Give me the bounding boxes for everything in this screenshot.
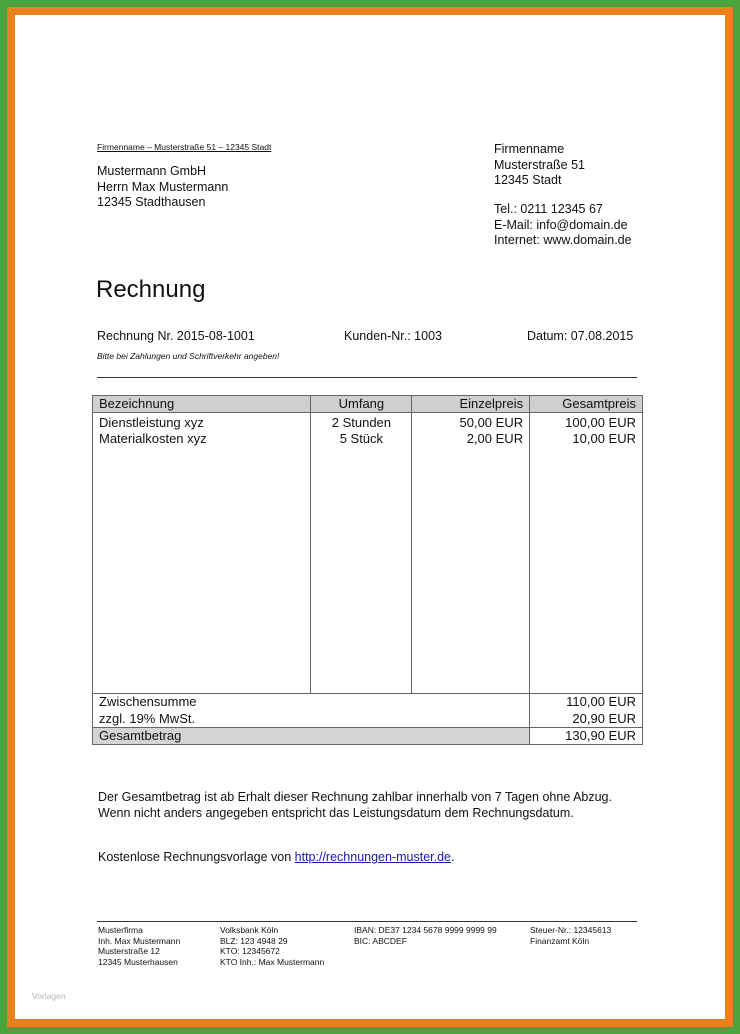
summary-values <box>530 694 643 728</box>
table-cell: 2 Stunden <box>331 415 392 430</box>
header-divider <box>97 377 637 378</box>
vat-label: zzgl. 19% MwSt. <box>99 710 196 726</box>
company-name: Firmenname <box>494 142 565 156</box>
footer-line: Steuer-Nr.: 12345613 <box>530 925 612 935</box>
footer-bank <box>220 925 324 967</box>
company-phone: Tel.: 0211 12345 67 <box>494 202 603 216</box>
footer-line: IBAN: DE37 1234 5678 9999 9999 99 <box>354 925 497 935</box>
footer-line: Inh. Max Mustermann <box>98 935 181 946</box>
invoice-number: Rechnung Nr. 2015-08-1001 <box>97 329 255 343</box>
footer-company <box>98 925 180 967</box>
footer-tax <box>530 925 611 946</box>
column-header-total-price: Gesamtpreis <box>530 396 643 413</box>
subtotal-label: Zwischensumme <box>99 694 197 709</box>
payment-text: Der Gesamtbetrag ist ab Erhalt dieser Rechnung zahlbar innerhalb von 7 Tagen ohne Abzug. <box>98 790 612 804</box>
total-label: Gesamtbetrag <box>93 728 530 745</box>
template-text: Kostenlose Rechnungsvorlage von <box>98 850 295 864</box>
recipient-person: Herrn Max Mustermann <box>97 179 229 194</box>
table-cell: Dienstleistung xyz <box>99 415 204 430</box>
document-title: Rechnung <box>96 276 206 303</box>
footer-iban <box>354 925 497 946</box>
customer-number: Kunden-Nr.: 1003 <box>344 329 442 343</box>
subtotal-value: 110,00 EUR <box>566 694 636 709</box>
table-cell: 10,00 EUR <box>572 431 636 446</box>
company-website: Internet: www.domain.de <box>494 233 632 247</box>
column-header-unit-price: Einzelpreis <box>412 396 530 413</box>
table-cell: 50,00 EUR <box>459 415 524 430</box>
table-body <box>93 413 643 694</box>
footer-line: KTO: 12345672 <box>220 946 280 956</box>
total-value: 130,90 EUR <box>530 728 643 745</box>
recipient-company: Mustermann GmbH <box>97 164 207 178</box>
company-email: E-Mail: info@domain.de <box>494 217 628 232</box>
footer-line: Musterstraße 12 <box>98 946 160 956</box>
summary-labels <box>93 694 530 728</box>
template-suffix: . <box>451 850 455 864</box>
table-cell: Materialkosten xyz <box>99 431 207 446</box>
payment-terms <box>98 790 638 821</box>
summary-rows <box>93 694 643 728</box>
template-link[interactable]: http://rechnungen-muster.de <box>294 850 452 864</box>
company-street: Musterstraße 51 <box>494 157 586 172</box>
recipient-address <box>97 164 228 211</box>
vat-value: 20,90 EUR <box>572 710 636 726</box>
total-price-column <box>530 413 643 694</box>
footer-line: BLZ: 123 4948 29 <box>220 935 288 946</box>
footer-line: BIC: ABCDEF <box>354 935 407 946</box>
footer-line: 12345 Musterhausen <box>98 956 178 967</box>
footer-line: Finanzamt Köln <box>530 935 590 946</box>
column-header-description: Bezeichnung <box>93 396 311 413</box>
table-cell: 100,00 EUR <box>565 415 636 430</box>
company-contact <box>494 202 632 249</box>
footer-line: Volksbank Köln <box>220 925 279 935</box>
invoice-table <box>92 395 643 745</box>
description-column <box>93 413 311 694</box>
service-date-text: Wenn nicht anders angegeben entspricht das Leistungsdatum dem Rechnungsdatum. <box>98 805 574 820</box>
sender-return-line: Firmenname – Musterstraße 51 – 12345 Stadt <box>97 142 272 152</box>
total-row <box>93 728 643 745</box>
footer-line: KTO Inh.: Max Mustermann <box>220 956 325 967</box>
quantity-column <box>311 413 412 694</box>
footer-line: Musterfirma <box>98 925 143 935</box>
table-header-row <box>93 396 643 413</box>
company-address <box>494 142 585 189</box>
recipient-city: 12345 Stadthausen <box>97 195 206 209</box>
invoice-date: Datum: 07.08.2015 <box>527 329 634 343</box>
table-cell: 2,00 EUR <box>466 431 524 446</box>
company-city: 12345 Stadt <box>494 173 562 187</box>
unit-price-column <box>412 413 530 694</box>
template-credit <box>98 850 455 864</box>
table-cell: 5 Stück <box>339 431 384 446</box>
column-header-quantity: Umfang <box>311 396 412 413</box>
watermark: Vorlagen <box>32 991 66 1001</box>
footer-divider <box>97 921 637 922</box>
reference-note: Bitte bei Zahlungen und Schriftverkehr angeben! <box>97 351 280 361</box>
